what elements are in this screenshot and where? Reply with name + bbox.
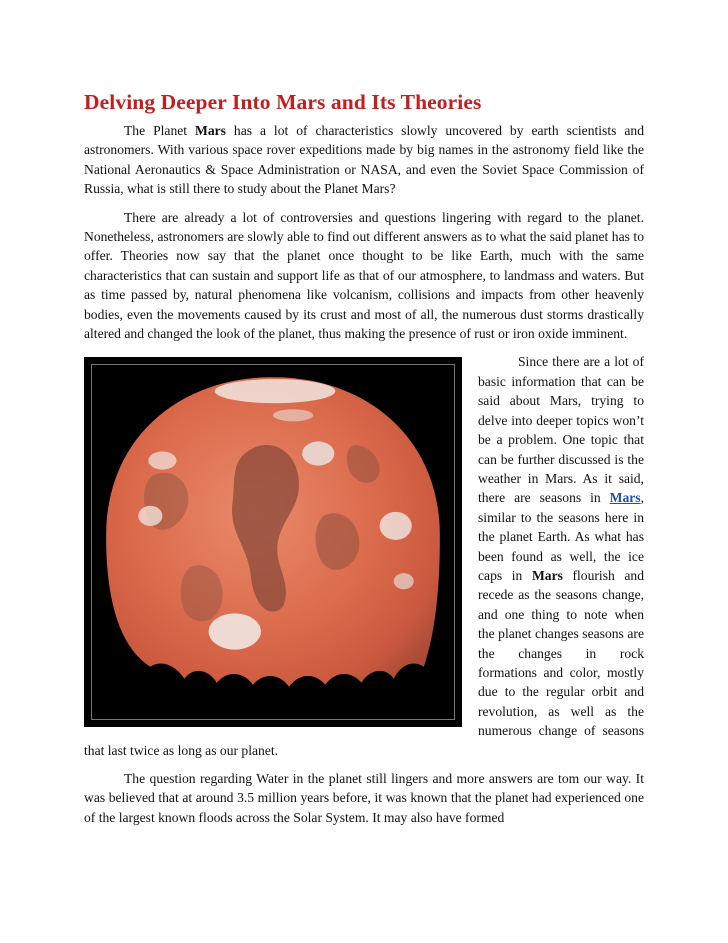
mars-image xyxy=(84,357,462,727)
page-title: Delving Deeper Into Mars and Its Theories xyxy=(84,90,482,114)
intro-text-post: has a lot of characteristics slowly uncovered by earth scientists and astronomers. With various space rover expeditions made by big names in the astronomy field like the National Aeronautics & Space Administration or NASA, and even the Soviet Space Commission of Russia, what is still there to study about the Planet Mars? xyxy=(84,123,644,197)
intro-text-pre: The Planet xyxy=(124,123,195,138)
mars-image-frame xyxy=(91,364,455,720)
weather-text-c: flourish and recede as the seasons change, and one thing to note when the planet changes seasons are the changes in rock formations and color, mostly due to the regular orbit and revolution, as well as the numerous change of seasons that last twice as long as our planet. xyxy=(84,567,645,758)
mars-link[interactable]: Mars xyxy=(609,490,641,506)
intro-bold-mars: Mars xyxy=(195,123,226,138)
weather-text-b: , similar to the seasons here in the planet Earth. As what has been found as well, the ice caps in xyxy=(478,490,644,583)
paragraph-water: The question regarding Water in the planet still lingers and more answers are tom our way. It was believed that at around 3.5 million years before, it was known that the planet had experienced one of the largest known floods across the Solar System. It may also have formed xyxy=(84,771,644,825)
paragraph-intro xyxy=(84,121,644,199)
paragraph-controversies: There are already a lot of controversies and questions lingering with regard to the planet. Nonetheless, astronomers are slowly able to find out different answers as to what the said planet has to offer. Theories now say that the planet once thought to be like Earth, much with the same characteristics that can sustain and support life as that of our atmosphere, to landmass and waters. But as time passed by, natural phenomena like volcanism, collisions and impacts from other heavenly bodies, even the movements caused by its crust and most of all, the numerous dust storms drastically altered and changed the look of the planet, thus making the presence of rust or iron oxide imminent. xyxy=(84,209,644,342)
weather-bold-mars: Mars xyxy=(531,567,563,583)
mars-globe-graphic xyxy=(92,365,454,719)
weather-text-a: Since there are a lot of basic information that can be said about Mars, trying to delve into deeper topics won’t be a problem. One topic that can be further discussed is the weather in Mars. As it said, there are seasons in xyxy=(478,354,644,506)
